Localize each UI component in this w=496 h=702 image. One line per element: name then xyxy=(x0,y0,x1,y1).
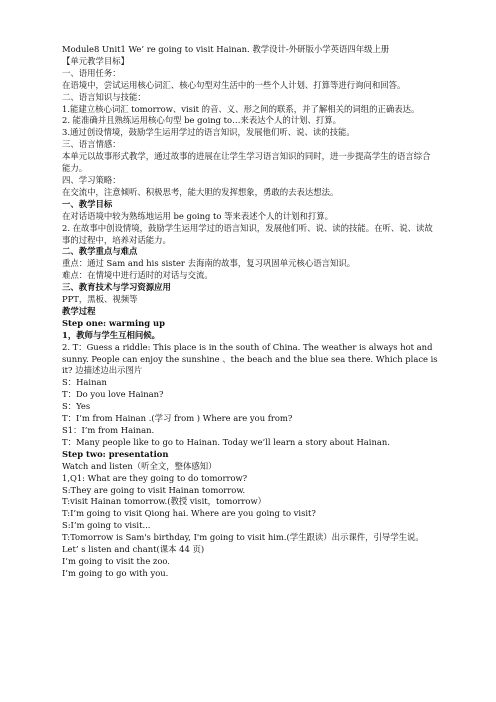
text-line: 三、语言情感： xyxy=(62,139,121,150)
text-line: S：Yes xyxy=(62,401,91,412)
text-line: 在语境中，尝试运用核心词汇、核心句型对生活中的一些个人计划、打算等进行询问和回答。 xyxy=(62,79,406,90)
text-line: Let’ s listen and chant(课本 44 页) xyxy=(62,544,205,555)
section-heading: 一、教学目标 xyxy=(62,198,113,209)
section-heading: 1，教师与学生互相问候。 xyxy=(62,329,160,340)
text-line: S：Hainan xyxy=(62,377,107,388)
text-line: 在交流中，注意倾听、积极思考，能大胆的发挥想象，勇敢的去表达想法。 xyxy=(62,186,339,197)
text-line: T：Do you love Hainan? xyxy=(62,389,164,400)
text-line: I’m going to visit the zoo. xyxy=(62,555,170,566)
section-heading: Step one: warming up xyxy=(62,317,165,328)
text-line: T：I’m from Hainan .(学习 from ) Where are you from? xyxy=(62,413,293,424)
text-line: 二、语言知识与技能： xyxy=(62,91,146,102)
text-line: 1.能建立核心词汇 tomorrow、visit 的音、义、形之间的联系，并了解相关的词组的正确表达。 xyxy=(62,103,420,114)
text-line: T:visit Hainan tomorrow.(教授 visit，tomorrow） xyxy=(62,496,267,507)
text-line: 重点：通过 Sam and his sister 去海南的故事，复习巩固单元核心语言知识。 xyxy=(62,258,356,269)
section-heading: Step two: presentation xyxy=(62,448,169,459)
text-line: 在对话语境中较为熟练地运用 be going to 等来表述个人的计划和打算。 xyxy=(62,210,333,221)
text-line: 2. 能准确并且熟练运用核心句型 be going to…来表达个人的计划、打算。 xyxy=(62,115,341,126)
text-line: T:I’m going to visit Qiong hai. Where are you going to visit? xyxy=(62,508,316,519)
text-line: PPT，黑板、视频等 xyxy=(62,294,138,305)
text-line: 2. T：Guess a riddle: This place is in the south of China. The weather is always hot and sunny. People can enjoy the sunshine 、the beach and the blue sea there. Which place is it? 边描述边出示图片 xyxy=(62,341,438,376)
text-line: 3.通过创设情境，鼓励学生运用学过的语言知识，发展他们听、说、读的技能。 xyxy=(62,127,355,138)
text-line: 【单元教学目标】 xyxy=(62,55,129,66)
text-line: Module8 Unit1 We’ re going to visit Hainan. 教学设计-外研版小学英语四年级上册 xyxy=(62,44,390,54)
text-line: 1,Q1: What are they going to do tomorrow? xyxy=(62,472,248,483)
text-line: 本单元以故事形式教学，通过故事的进展在让学生学习语言知识的同时，进一步提高学生的语言综合能力。 xyxy=(62,151,431,174)
text-line: I’m going to go with you. xyxy=(62,567,169,578)
text-line: S:They are going to visit Hainan tomorrow. xyxy=(62,484,246,495)
text-line: 2. 在故事中创设情境，鼓励学生运用学过的语言知识，发展他们听、说、读的技能。在听、说、读故事的过程中，培养对话能力。 xyxy=(62,222,433,245)
text-line: 四、学习策略： xyxy=(62,174,121,185)
section-heading: 三、教育技术与学习资源应用 xyxy=(62,282,171,293)
document-body xyxy=(62,44,438,580)
text-line: T：Many people like to go to Hainan. Today we’ll learn a story about Hainan. xyxy=(62,436,390,447)
text-line: S:I’m going to visit... xyxy=(62,520,151,531)
text-line: T:Tomorrow is Sam's birthday, I'm going to visit him.(学生跟读）出示课件，引导学生说。 xyxy=(62,532,424,543)
text-line: S1：I’m from Hainan. xyxy=(62,425,155,435)
text-line: Watch and listen（听全文，整体感知） xyxy=(62,460,217,471)
text-line: 难点：在情境中进行适时的对话与交流。 xyxy=(62,270,213,281)
section-heading: 教学过程 xyxy=(62,305,96,316)
section-heading: 二、教学重点与难点 xyxy=(62,246,138,257)
text-line: 一、语用任务： xyxy=(62,67,121,78)
